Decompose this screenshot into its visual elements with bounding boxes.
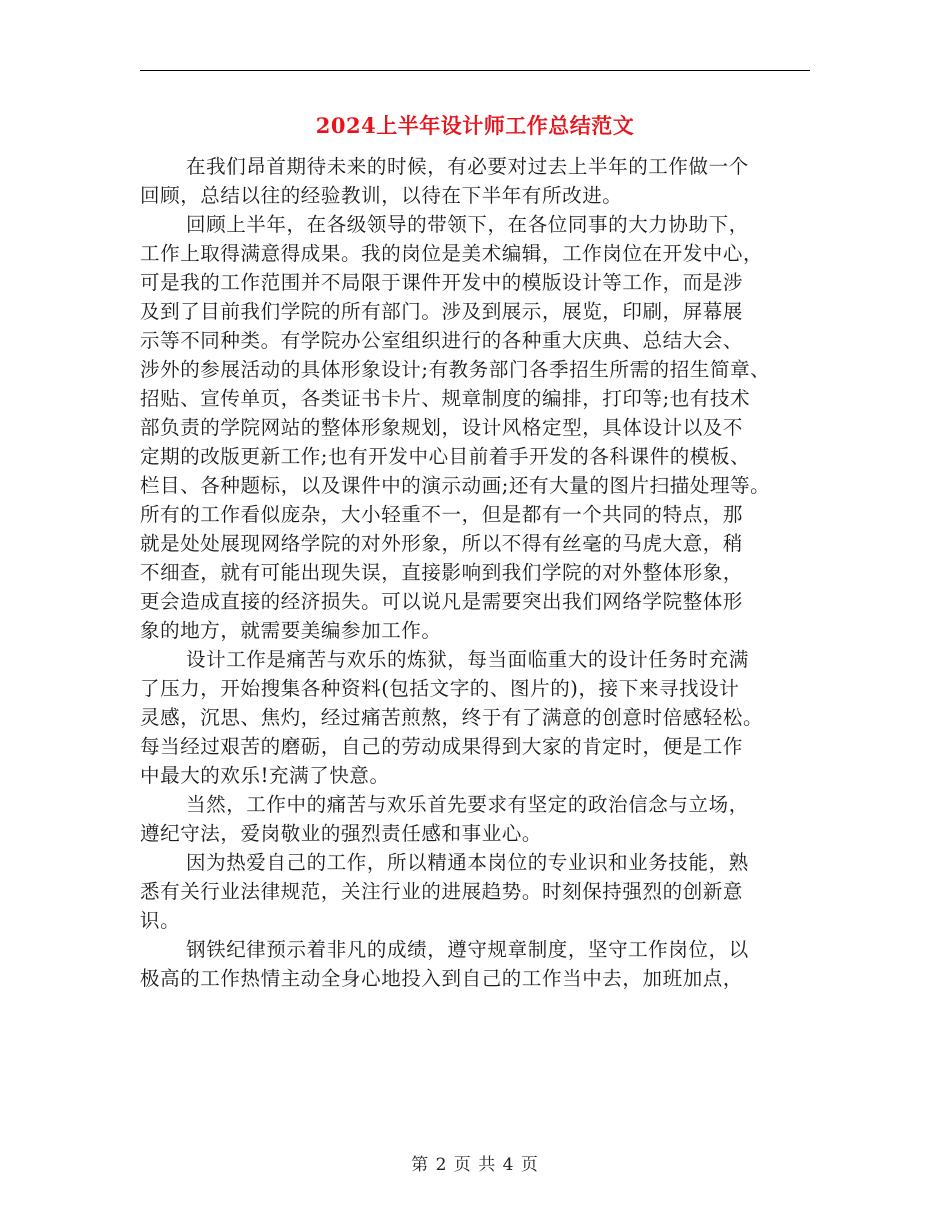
text-line: 当然，工作中的痛苦与欢乐首先要求有坚定的政治信念与立场， [186,793,749,816]
header-rule [140,70,810,71]
text-line: 象的地方，就需要美编参加工作。 [140,619,442,642]
document-title: 2024上半年设计师工作总结范文 [315,113,635,138]
text-line: 钢铁纪律预示着非凡的成绩，遵守规章制度，坚守工作岗位，以 [186,938,749,961]
text-line: 每当经过艰苦的磨砺，自己的劳动成果得到大家的肯定时，便是工作 [140,735,744,758]
text-line: 因为热爱自己的工作，所以精通本岗位的专业识和业务技能，熟 [186,851,749,874]
text-line: 更会造成直接的经济损失。可以说凡是需要突出我们网络学院整体形 [140,590,744,613]
text-line: 可是我的工作范围并不局限于课件开发中的模版设计等工作，而是涉 [140,271,744,294]
text-line: 工作上取得满意得成果。我的岗位是美术编辑，工作岗位在开发中心， [140,242,764,265]
text-line: 就是处处展现网络学院的对外形象，所以不得有丝毫的马虎大意，稍 [140,532,744,555]
text-line: 遵纪守法，爱岗敬业的强烈责任感和事业心。 [140,822,543,845]
text-line: 回顾，总结以往的经验教训，以待在下半年有所改进。 [140,184,623,207]
text-line: 涉外的参展活动的具体形象设计;有教务部门各季招生所需的招生简章、 [140,358,771,381]
text-line: 所有的工作看似庞杂，大小轻重不一，但是都有一个共同的特点，那 [140,503,744,526]
text-line: 回顾上半年，在各级领导的带领下，在各位同事的大力协助下， [186,213,749,236]
text-line: 灵感，沉思、焦灼，经过痛苦煎熬，终于有了满意的创意时倍感轻松。 [140,706,764,729]
text-line: 在我们昂首期待未来的时候，有必要对过去上半年的工作做一个 [186,155,749,178]
text-line: 了压力，开始搜集各种资料(包括文字的、图片的)，接下来寻找设计 [140,677,740,700]
text-line: 悉有关行业法律规范，关注行业的进展趋势。时刻保持强烈的创新意 [140,880,744,903]
document-body [140,152,810,993]
text-line: 示等不同种类。有学院办公室组织进行的各种重大庆典、总结大会、 [140,329,744,352]
text-line: 中最大的欢乐!充满了快意。 [140,764,390,787]
text-line: 部负责的学院网站的整体形象规划，设计风格定型，具体设计以及不 [140,416,744,439]
text-line: 栏目、各种题标，以及课件中的演示动画;还有大量的图片扫描处理等。 [140,474,771,497]
text-line: 及到了目前我们学院的所有部门。涉及到展示，展览，印刷，屏幕展 [140,300,744,323]
text-line: 识。 [140,909,181,932]
text-line: 招贴、宣传单页，各类证书卡片、规章制度的编排，打印等;也有技术 [140,387,751,410]
text-line: 不细查，就有可能出现失误，直接影响到我们学院的对外整体形象， [140,561,744,584]
text-line: 设计工作是痛苦与欢乐的炼狱，每当面临重大的设计任务时充满 [186,648,749,671]
text-line: 定期的改版更新工作;也有开发中心目前着手开发的各科课件的模板、 [140,445,751,468]
text-line: 极高的工作热情主动全身心地投入到自己的工作当中去，加班加点， [140,967,744,990]
page-number: 第 2 页 共 4 页 [411,1155,539,1175]
